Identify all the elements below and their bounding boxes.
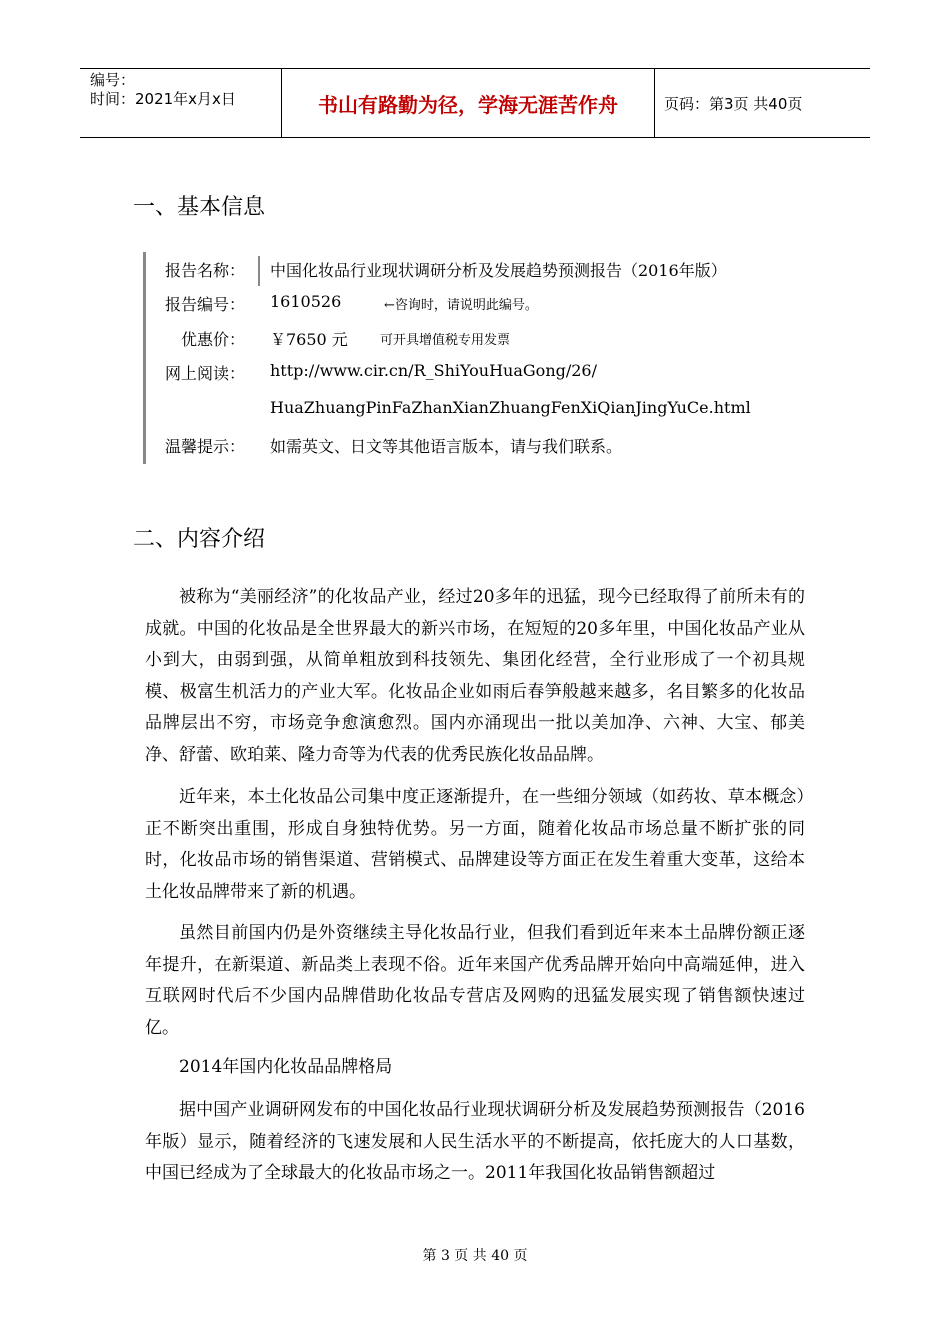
header-page-number: 页码：第3页 共40页	[664, 94, 803, 113]
report-name: 中国化妆品行业现状调研分析及发展趋势预测报告（2016年版）	[270, 261, 727, 280]
body-subheading: 2014年国内化妆品品牌格局	[179, 1057, 393, 1077]
report-price: ￥7650 元	[270, 330, 348, 349]
info-label: 报告编号：	[165, 295, 246, 314]
section-title-content-intro: 二、内容介绍	[133, 527, 266, 552]
header-motto: 书山有路勤为径，学海无涯苦作舟	[318, 92, 618, 117]
header-meta	[90, 71, 236, 109]
info-left-bar	[143, 252, 146, 464]
report-url-line2[interactable]: HuaZhuangPinFaZhanXianZhuangFenXiQianJingYuCe.html	[270, 398, 751, 417]
body-paragraph: 虽然目前国内仍是外资继续主导化妆品行业，但我们看到近年来本土品牌份额正逐年提升，在新渠道、新品类上表现不俗。近年来国产优秀品牌开始向中高端延伸，进入互联网时代后不少国内品牌借助化妆品专营店及网购的迅猛发展实现了销售额快速过亿。	[145, 923, 805, 1038]
body-paragraph: 被称为“美丽经济”的化妆品产业，经过20多年的迅猛，现今已经取得了前所未有的成就。中国的化妆品是全世界最大的新兴市场，在短短的20多年里，中国化妆品产业从小到大，由弱到强，从简单粗放到科技领先、集团化经营，全行业形成了一个初具规模、极富生机活力的产业大军。化妆品企业如雨后春笋般越来越多，名目繁多的化妆品品牌层出不穷，市场竞争愈演愈烈。国内亦涌现出一批以美加净、六神、大宝、郁美净、舒蕾、欧珀莱、隆力奇等为代表的优秀民族化妆品品牌。	[145, 587, 805, 765]
report-url-line1[interactable]: http://www.cir.cn/R_ShiYouHuaGong/26/	[270, 361, 597, 380]
body-paragraph: 据中国产业调研网发布的中国化妆品行业现状调研分析及发展趋势预测报告（2016年版）显示，随着经济的飞速发展和人民生活水平的不断提高，依托庞大的人口基数，中国已经成为了全球最大的化妆品市场之一。2011年我国化妆品销售额超过	[145, 1100, 805, 1183]
info-separator	[258, 256, 260, 286]
info-label: 优惠价：	[181, 330, 246, 349]
report-code: 1610526	[270, 292, 342, 311]
body-paragraph: 近年来，本土化妆品公司集中度正逐渐提升，在一些细分领域（如药妆、草本概念）正不断突出重围，形成自身独特优势。另一方面，随着化妆品市场总量不断扩张的同时，化妆品市场的销售渠道、营销模式、品牌建设等方面正在发生着重大变革，这给本土化妆品牌带来了新的机遇。	[145, 787, 805, 902]
info-label: 网上阅读：	[165, 364, 246, 383]
page-footer: 第 3 页 共 40 页	[422, 1248, 528, 1264]
section-title-basic-info: 一、基本信息	[133, 195, 266, 220]
info-label: 报告名称：	[165, 261, 246, 280]
info-label: 温馨提示：	[165, 437, 246, 456]
header-time: 时间：2021年x月x日	[90, 90, 236, 108]
header-divider	[654, 69, 655, 137]
page-header	[80, 68, 870, 138]
tip-text: 如需英文、日文等其他语言版本，请与我们联系。	[270, 437, 623, 456]
header-number: 编号：	[90, 71, 136, 89]
report-code-note: ←咨询时，请说明此编号。	[384, 298, 538, 313]
price-note: 可开具增值税专用发票	[380, 333, 511, 348]
